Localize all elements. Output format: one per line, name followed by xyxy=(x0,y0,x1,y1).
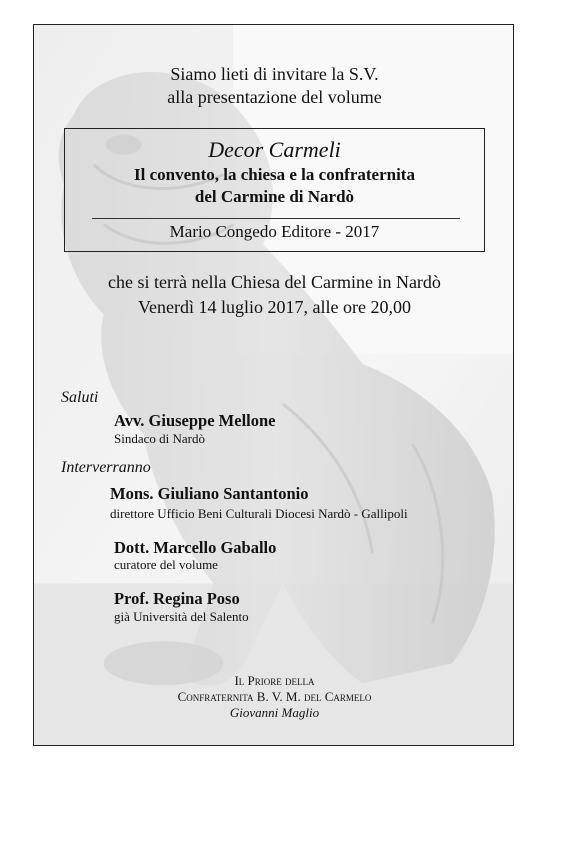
book-subtitle-line-2: del Carmine di Nardò xyxy=(194,187,355,206)
event-date-time: Venerdì 14 luglio 2017, alle ore 20,00 xyxy=(138,297,411,317)
signature-name: Giovanni Maglio xyxy=(229,705,320,720)
intro-line-2: alla presentazione del volume xyxy=(167,87,382,107)
saluti-heading: Saluti xyxy=(61,389,99,406)
invitation-intro xyxy=(34,63,514,109)
speaker-role: Sindaco di Nardò xyxy=(114,431,205,446)
interverranno-heading: Interverranno xyxy=(61,459,151,476)
speaker-name: Prof. Regina Poso xyxy=(114,589,240,608)
publisher: Mario Congedo Editore - 2017 xyxy=(169,222,380,241)
speaker-role: curatore del volume xyxy=(114,557,218,572)
invitation-card xyxy=(33,24,514,746)
speaker-name: Mons. Giuliano Santantonio xyxy=(110,484,309,503)
divider xyxy=(92,218,460,219)
event-location: che si terrà nella Chiesa del Carmine in Nardò xyxy=(108,272,441,292)
speaker-name: Avv. Giuseppe Mellone xyxy=(114,411,276,430)
signature-organization: Confraternita B. V. M. del Carmelo xyxy=(177,689,372,704)
signature-block xyxy=(34,673,514,721)
speaker-name: Dott. Marcello Gaballo xyxy=(114,538,277,557)
book-title: Decor Carmeli xyxy=(208,137,341,162)
signature-title: Il Priore della xyxy=(234,673,315,688)
speaker-role: direttore Ufficio Beni Culturali Diocesi Nardò - Gallipoli xyxy=(110,506,408,521)
book-subtitle-line-1: Il convento, la chiesa e la confraternita xyxy=(134,165,415,184)
speaker-role: già Università del Salento xyxy=(114,609,249,624)
intro-line-1: Siamo lieti di invitare la S.V. xyxy=(170,64,379,84)
event-details xyxy=(34,270,514,320)
book-subtitle xyxy=(65,164,484,208)
book-title-box xyxy=(64,128,485,252)
